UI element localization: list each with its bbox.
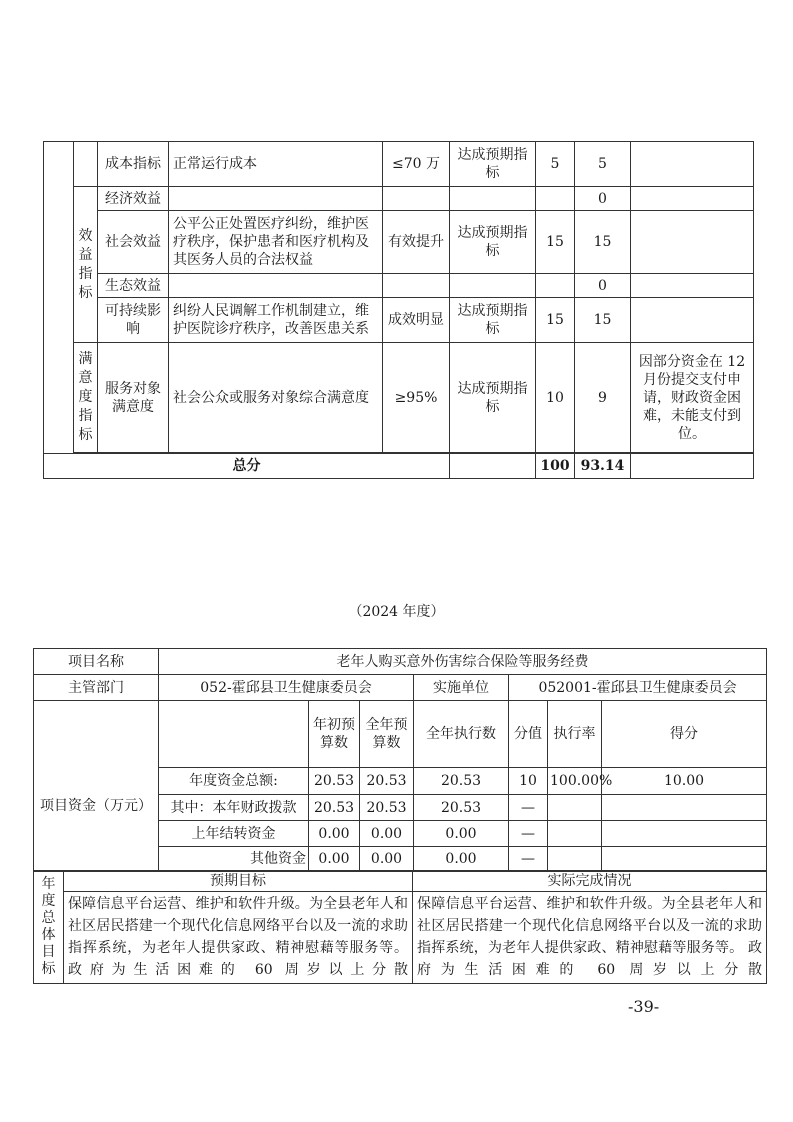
subcategory-cell: 成本指标 <box>98 142 169 187</box>
dept-label: 主管部门 <box>34 675 159 701</box>
year-caption: （2024 年度） <box>348 604 445 620</box>
result-cell: 达成预期指标 <box>450 343 536 453</box>
weight-cell: 15 <box>536 298 575 343</box>
fund-label: 其他资金 <box>159 847 309 872</box>
fund-initial: 0.00 <box>309 847 360 872</box>
fund-executed: 20.53 <box>414 795 509 821</box>
fund-initial: 20.53 <box>309 768 360 795</box>
note-cell <box>631 274 754 298</box>
table-row <box>44 343 754 453</box>
header-weight: 分值 <box>509 701 548 768</box>
fund-label: 年度资金总额: <box>159 768 309 795</box>
subcategory-cell: 服务对象满意度 <box>98 343 169 453</box>
fund-weight: — <box>509 795 548 821</box>
fund-annual: 0.00 <box>360 847 414 872</box>
total-empty-cell <box>450 454 536 479</box>
fund-score <box>602 821 767 847</box>
result-cell <box>450 187 536 211</box>
fund-score <box>602 847 767 872</box>
project-name-row <box>34 649 767 675</box>
header-score: 得分 <box>602 701 767 768</box>
actual-text: 保障信息平台运营、维护和软件升级。为全县老年人和社区居民搭建一个现代化信息网络平台以及一流的求助指挥系统，为老年人提供家政、精神慰藉等服务等。 政府为生活困难的 60 周岁以上分散 <box>413 892 767 984</box>
content-cell: 纠纷人民调解工作机制建立，维护医院诊疗秩序，改善医患关系 <box>169 298 383 343</box>
actual-header: 实际完成情况 <box>413 871 767 892</box>
fund-executed: 0.00 <box>414 847 509 872</box>
funds-header-row <box>34 701 767 768</box>
fund-rate <box>548 795 602 821</box>
fund-weight: 10 <box>509 768 548 795</box>
fund-annual: 20.53 <box>360 795 414 821</box>
fund-score: 10.00 <box>602 768 767 795</box>
result-cell: 达成预期指标 <box>450 211 536 274</box>
target-cell: ≤70 万 <box>383 142 450 187</box>
performance-indicator-table <box>43 141 754 479</box>
total-row <box>44 454 754 479</box>
result-cell: 达成预期指标 <box>450 142 536 187</box>
score-cell: 5 <box>575 142 631 187</box>
header-initial: 年初预算数 <box>309 701 360 768</box>
note-cell <box>631 298 754 343</box>
expected-text: 保障信息平台运营、维护和软件升级。为全县老年人和社区居民搭建一个现代化信息网络平台以及一流的求助指挥系统，为老年人提供家政、精神慰藉等服务等。 政府为生活困难的 60 周岁以上分散 <box>64 892 413 984</box>
funds-label-text: 项目资金（万元） <box>40 798 152 814</box>
project-name-label: 项目名称 <box>34 649 159 675</box>
annual-objectives-table <box>33 870 767 984</box>
expected-header: 预期目标 <box>64 871 413 892</box>
target-cell <box>383 274 450 298</box>
target-cell <box>383 187 450 211</box>
weight-cell: 5 <box>536 142 575 187</box>
table-row <box>44 274 754 298</box>
project-name-value: 老年人购买意外伤害综合保险等服务经费 <box>159 649 767 675</box>
objectives-body-row <box>34 892 767 984</box>
table-row <box>44 187 754 211</box>
header-annual: 全年预算数 <box>360 701 414 768</box>
fund-label: 上年结转资金 <box>159 821 309 847</box>
fund-rate: 100.00% <box>548 768 602 795</box>
score-cell: 15 <box>575 211 631 274</box>
weight-cell <box>536 187 575 211</box>
dept-value: 052-霍邱县卫生健康委员会 <box>159 675 414 701</box>
table-row <box>44 142 754 187</box>
funds-header-blank <box>159 701 309 768</box>
fund-annual: 0.00 <box>360 821 414 847</box>
total-note <box>631 454 754 479</box>
fund-executed: 0.00 <box>414 821 509 847</box>
note-cell <box>631 142 754 187</box>
target-cell: 有效提升 <box>383 211 450 274</box>
fund-initial: 0.00 <box>309 821 360 847</box>
weight-cell: 15 <box>536 211 575 274</box>
impl-label: 实施单位 <box>414 675 509 701</box>
content-cell: 社会公众或服务对象综合满意度 <box>169 343 383 453</box>
subcategory-cell: 生态效益 <box>98 274 169 298</box>
weight-cell: 10 <box>536 343 575 453</box>
content-cell: 公平公正处置医疗纠纷，维护医疗秩序，保护患者和医疗机构及其医务人员的合法权益 <box>169 211 383 274</box>
total-label: 总分 <box>44 454 450 479</box>
table-row <box>44 211 754 274</box>
subcategory-cell: 可持续影响 <box>98 298 169 343</box>
page-number: -39- <box>628 997 660 1016</box>
note-cell <box>631 211 754 274</box>
subcategory-cell: 社会效益 <box>98 211 169 274</box>
result-cell <box>450 274 536 298</box>
fund-label: 其中：本年财政拨款 <box>159 795 309 821</box>
content-cell: 正常运行成本 <box>169 142 383 187</box>
department-row <box>34 675 767 701</box>
content-cell <box>169 274 383 298</box>
fund-weight: — <box>509 847 548 872</box>
impl-value: 052001-霍邱县卫生健康委员会 <box>509 675 767 701</box>
funds-label <box>34 701 159 872</box>
target-cell: 成效明显 <box>383 298 450 343</box>
benefit-category-cell: 效益指标 <box>74 187 98 343</box>
category-cell <box>74 142 98 187</box>
content-cell <box>169 187 383 211</box>
fund-initial: 20.53 <box>309 795 360 821</box>
result-cell: 达成预期指标 <box>450 298 536 343</box>
target-cell: ≥95% <box>383 343 450 453</box>
fund-weight: — <box>509 821 548 847</box>
fund-rate <box>548 821 602 847</box>
note-cell <box>631 187 754 211</box>
fund-rate <box>548 847 602 872</box>
score-cell: 0 <box>575 274 631 298</box>
subcategory-cell: 经济效益 <box>98 187 169 211</box>
total-weight: 100 <box>536 454 575 479</box>
score-cell: 0 <box>575 187 631 211</box>
project-funds-table <box>33 648 767 872</box>
fund-annual: 20.53 <box>360 768 414 795</box>
score-cell: 15 <box>575 298 631 343</box>
total-score: 93.14 <box>575 454 631 479</box>
note-cell: 因部分资金在 12 月份提交支付申请，财政资金困难，未能支付到位。 <box>631 343 754 453</box>
table-row <box>44 298 754 343</box>
satisfaction-category-cell: 满意度指标 <box>74 343 98 453</box>
header-executed: 全年执行数 <box>414 701 509 768</box>
header-rate: 执行率 <box>548 701 602 768</box>
fund-executed: 20.53 <box>414 768 509 795</box>
fund-score <box>602 795 767 821</box>
objectives-side-label: 年度总体目标 <box>34 871 64 984</box>
weight-cell <box>536 274 575 298</box>
score-cell: 9 <box>575 343 631 453</box>
objectives-header-row <box>34 871 767 892</box>
outer-category-cell <box>44 142 74 454</box>
